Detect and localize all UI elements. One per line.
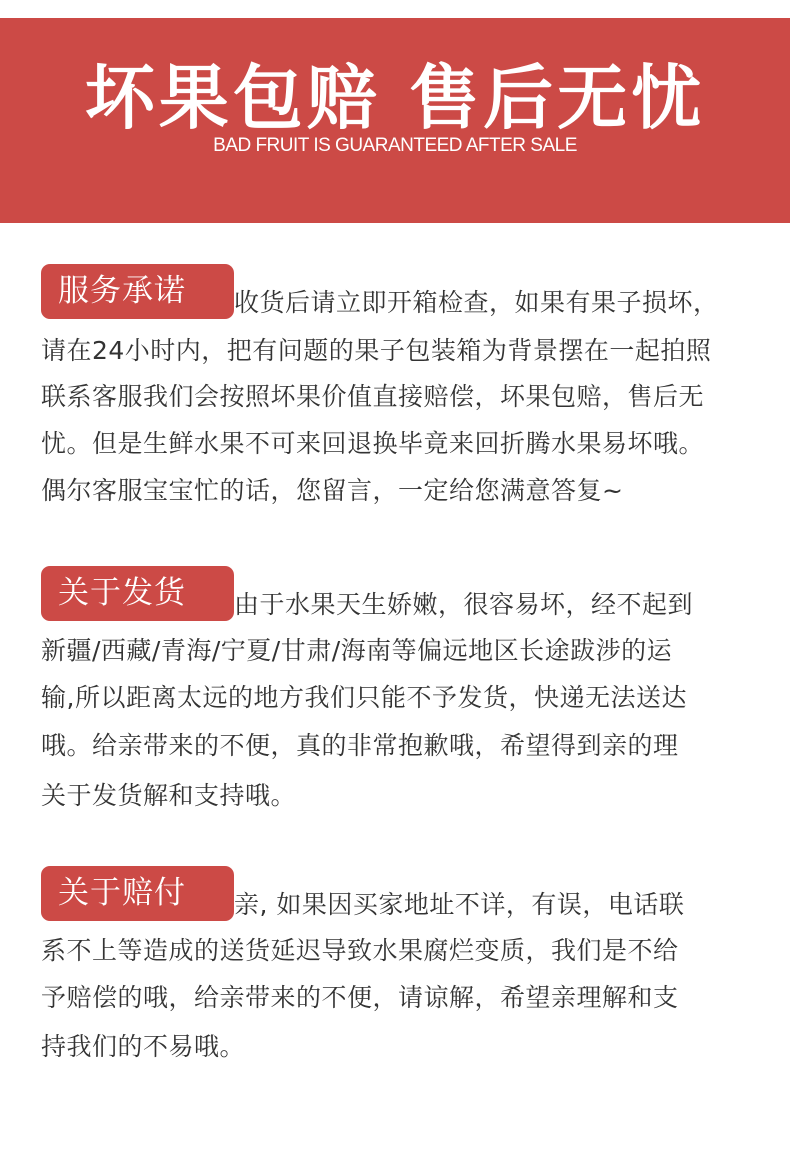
text-line: 偶尔客服宝宝忙的话，您留言，一定给您满意答复~: [41, 476, 624, 505]
text-line: 请在24小时内，把有问题的果子包装箱为背景摆在一起拍照: [41, 336, 712, 365]
text-line: 亲, 如果因买家地址不详，有误，电话联: [234, 890, 685, 919]
text-line: 关于发货解和支持哦。: [41, 781, 297, 810]
section-label-service-promise: 服务承诺: [41, 264, 234, 319]
text-line: 输,所以距离太远的地方我们只能不予发货，快递无法送达: [41, 683, 687, 712]
section-label-shipping: 关于发货: [41, 566, 234, 621]
text-line: 收货后请立即开箱检查，如果有果子损坏，: [234, 288, 719, 317]
text-line: 予赔偿的哦，给亲带来的不便，请谅解，希望亲理解和支: [41, 983, 679, 1012]
banner-subtitle: BAD FRUIT IS GUARANTEED AFTER SALE: [213, 135, 577, 156]
text-line: 持我们的不易哦。: [41, 1032, 246, 1061]
section-label-compensation: 关于赔付: [41, 866, 234, 921]
text-line: 系不上等造成的送货延迟导致水果腐烂变质，我们是不给: [41, 936, 679, 965]
text-line: 由于水果天生娇嫩，很容易坏，经不起到: [234, 590, 694, 619]
text-line: 忧。但是生鲜水果不可来回退换毕竟来回折腾水果易坏哦。: [41, 429, 705, 458]
text-line: 哦。给亲带来的不便，真的非常抱歉哦，希望得到亲的理: [41, 731, 679, 760]
text-line: 新疆/西藏/青海/宁夏/甘肃/海南等偏远地区长途跋涉的运: [41, 636, 673, 665]
banner-title: 坏果包赔 售后无忧: [84, 57, 706, 139]
text-line: 联系客服我们会按照坏果价值直接赔偿，坏果包赔，售后无: [41, 382, 705, 411]
